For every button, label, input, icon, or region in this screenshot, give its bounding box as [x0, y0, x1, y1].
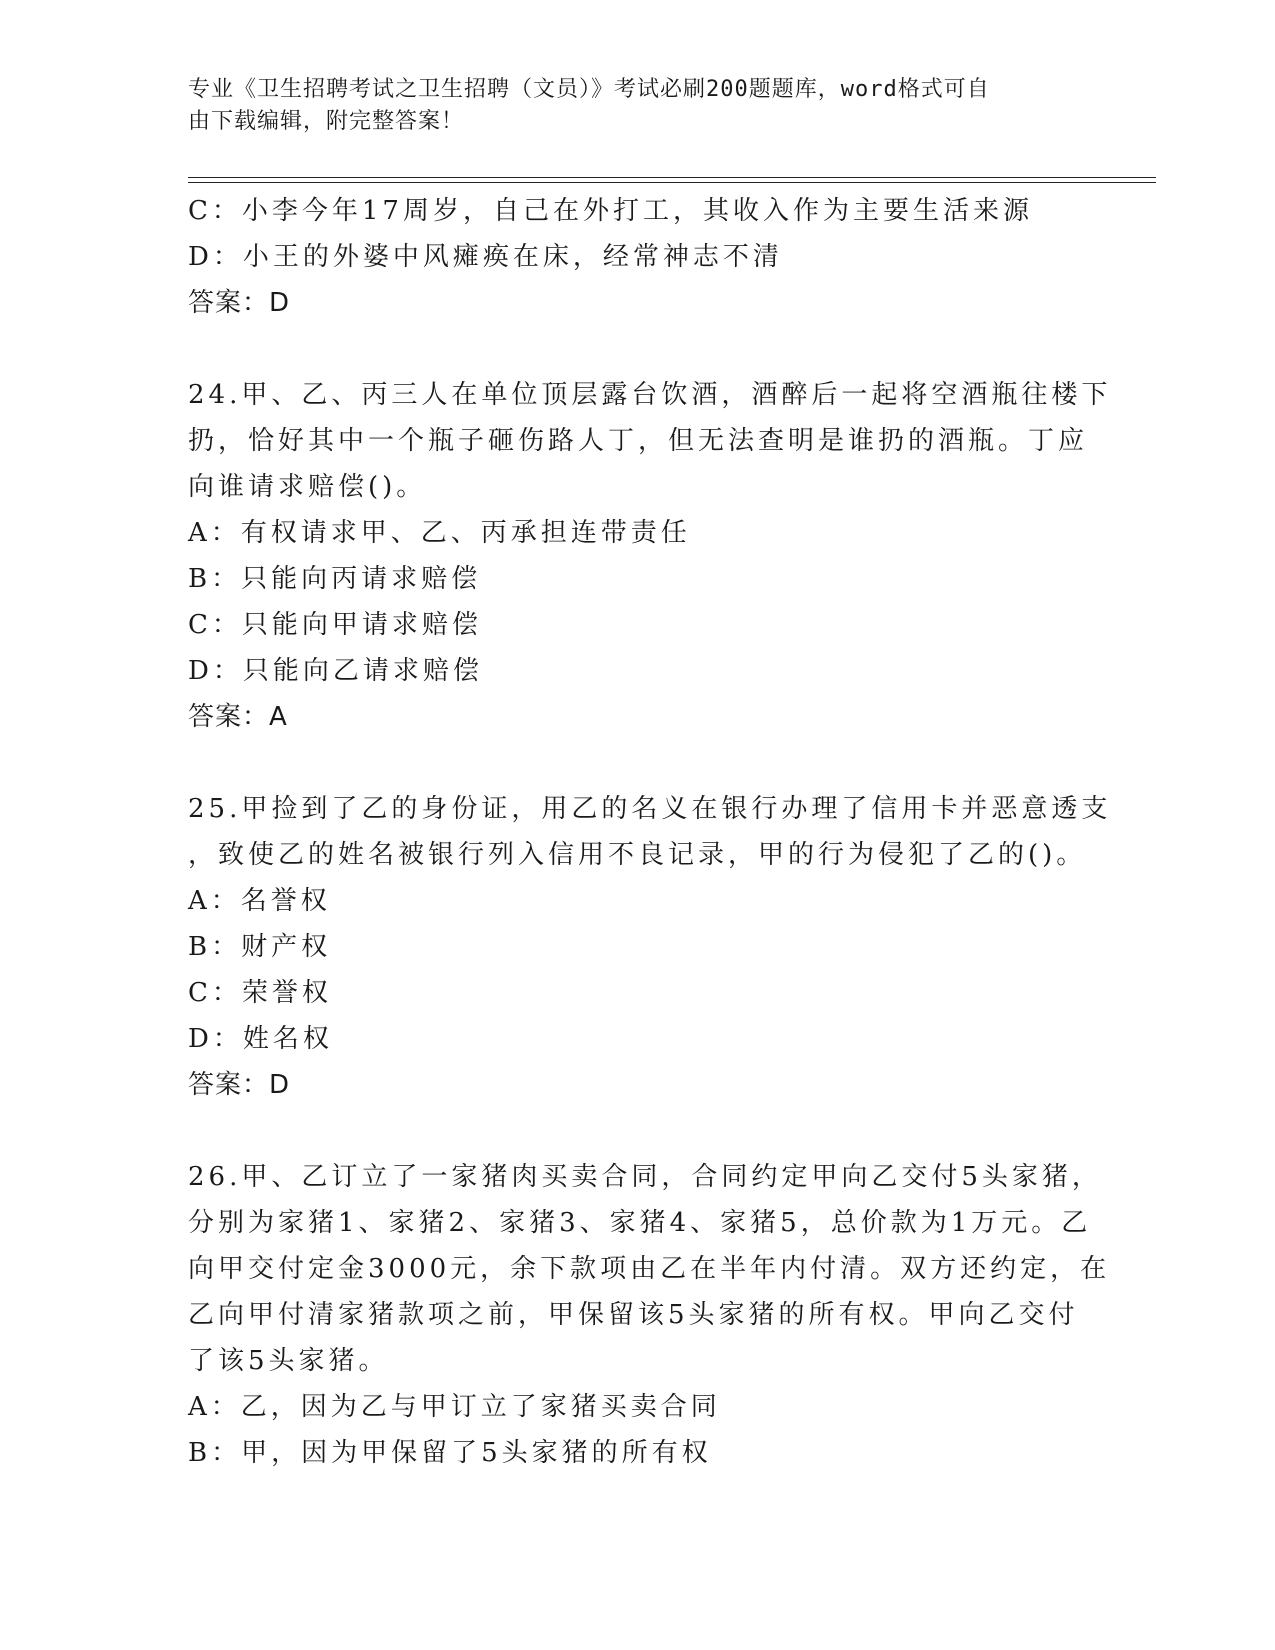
question-stem-line: 扔，恰好其中一个瓶子砸伤路人丁，但无法查明是谁扔的酒瓶。丁应 — [188, 426, 1089, 456]
question-25 — [188, 786, 1112, 1108]
option-d: D：只能向乙请求赔偿 — [188, 656, 483, 686]
answer-line: 答案：D — [188, 288, 291, 318]
question-stem-line: 向谁请求赔偿()。 — [188, 472, 427, 502]
question-23-tail — [188, 188, 1088, 326]
option-c: C：只能向甲请求赔偿 — [188, 610, 482, 640]
question-stem-line: 乙向甲付清家猪款项之前，甲保留该5头家猪的所有权。甲向乙交付 — [188, 1300, 1079, 1330]
header-line-1: 专业《卫生招聘考试之卫生招聘（文员）》考试必刷200题题库，word格式可自 — [188, 77, 990, 102]
question-content — [188, 188, 1112, 1476]
option-d: D：姓名权 — [188, 1024, 333, 1054]
question-stem-line: 26.甲、乙订立了一家猪肉买卖合同，合同约定甲向乙交付5头家猪， — [188, 1162, 1102, 1192]
option-a: A：名誉权 — [188, 886, 331, 916]
option-c: C：小李今年17周岁，自己在外打工，其收入作为主要生活来源 — [188, 196, 1033, 226]
header-rule-bottom — [188, 182, 1156, 183]
question-stem-line: 分别为家猪1、家猪2、家猪3、家猪4、家猪5，总价款为1万元。乙 — [188, 1208, 1092, 1238]
question-stem-line: 24.甲、乙、丙三人在单位顶层露台饮酒，酒醉后一起将空酒瓶往楼下 — [188, 380, 1112, 410]
answer-line: 答案：A — [188, 702, 288, 732]
option-b: B：只能向丙请求赔偿 — [188, 564, 482, 594]
question-spacer — [188, 1108, 1088, 1154]
question-stem-line: ，致使乙的姓名被银行列入信用不良记录，甲的行为侵犯了乙的()。 — [188, 840, 1087, 870]
question-spacer — [188, 740, 1088, 786]
answer-line: 答案：D — [188, 1070, 291, 1100]
question-24 — [188, 372, 1112, 740]
header-line-2: 由下载编辑，附完整答案！ — [188, 109, 465, 134]
question-stem-line: 25.甲捡到了乙的身份证，用乙的名义在银行办理了信用卡并恶意透支 — [188, 794, 1112, 824]
question-stem-line: 了该5头家猪。 — [188, 1346, 389, 1376]
header-rule-top — [188, 177, 1156, 178]
question-stem-line: 向甲交付定金3000元，余下款项由乙在半年内付清。双方还约定，在 — [188, 1254, 1111, 1284]
question-26 — [188, 1154, 1111, 1476]
document-header — [188, 74, 1068, 138]
option-a: A：有权请求甲、乙、丙承担连带责任 — [188, 518, 691, 548]
option-b: B：甲，因为甲保留了5头家猪的所有权 — [188, 1438, 712, 1468]
option-c: C：荣誉权 — [188, 978, 332, 1008]
question-spacer — [188, 326, 1088, 372]
option-d: D：小王的外婆中风瘫痪在床，经常神志不清 — [188, 242, 783, 272]
option-a: A：乙，因为乙与甲订立了家猪买卖合同 — [188, 1392, 721, 1422]
option-b: B：财产权 — [188, 932, 332, 962]
